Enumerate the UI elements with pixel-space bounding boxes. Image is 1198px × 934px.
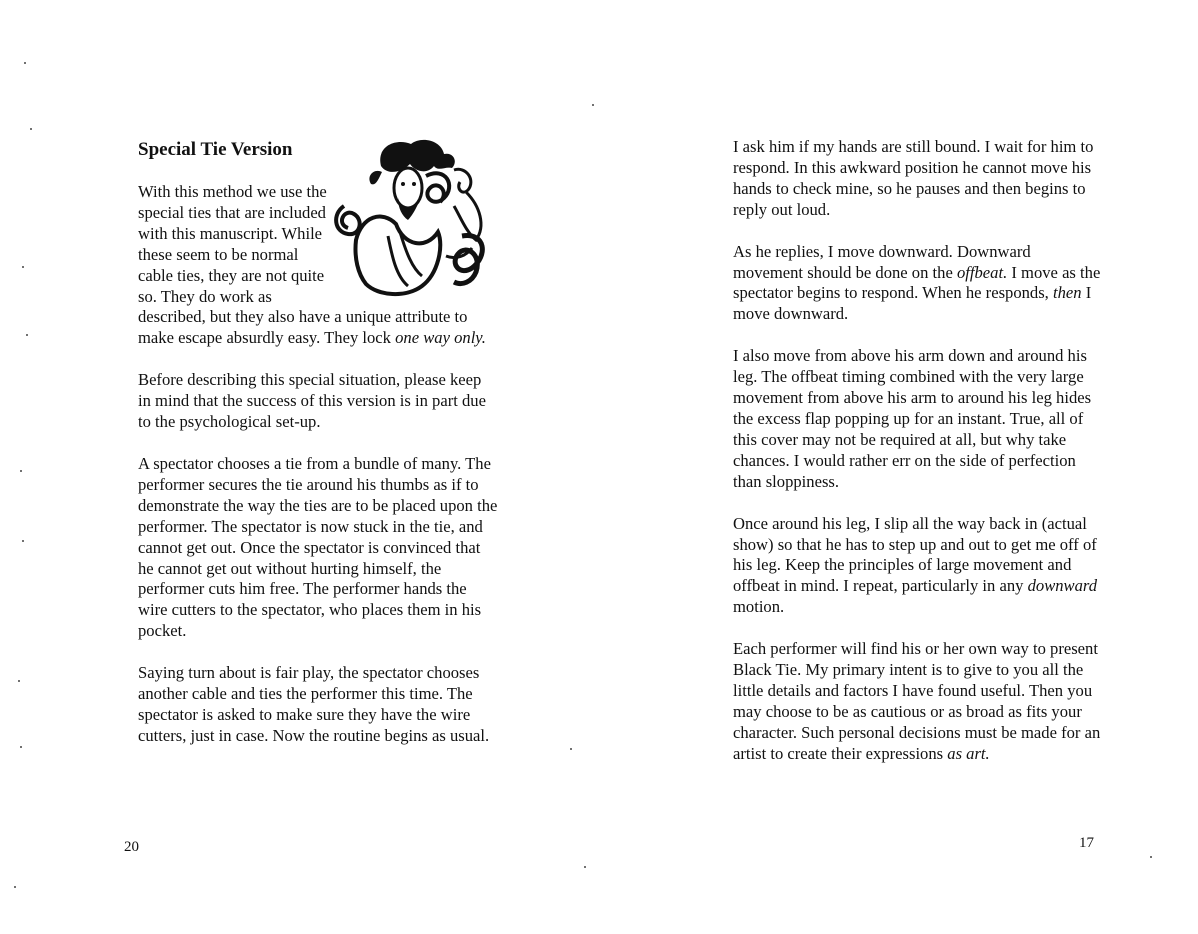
paragraph-intro-text: described, but they also have a unique attribute to make escape absurdly easy. They lock xyxy=(138,307,468,348)
scan-speck xyxy=(18,680,20,682)
paragraph-around-leg-text-a: Once around his leg, I slip all the way back in (actual show) so that he has to step up and out to get me off of his leg. Keep the principles of large movement and offbeat in mind. I repeat, particularly in any xyxy=(733,513,1097,596)
emphasis-one-way-only: one way only. xyxy=(395,328,486,348)
scan-speck xyxy=(24,62,26,64)
right-page xyxy=(599,0,1198,934)
scan-speck xyxy=(570,748,572,750)
paragraph-intro-wrap: With this method we use the special ties that are included with this manuscript. While these seem to be normal cable ties, they are not quite so. They do work as xyxy=(138,182,327,306)
scan-speck xyxy=(1150,856,1152,858)
left-text-column xyxy=(138,182,498,768)
paragraph-spectator-chooses: A spectator chooses a tie from a bundle of many. The performer secures the tie around his thumbs as if to demonstrate the way the ties are to be placed upon the performer. The spectator is now stuck in the tie, and cannot get out. Once the spectator is convinced that he cannot get out without hurting himself, the performer cuts him free. The performer hands the wire cutters to the spectator, who places them in his pocket. xyxy=(138,453,498,641)
scan-speck xyxy=(22,540,24,542)
paragraph-psychology: Before describing this special situation, please keep in mind that the success of this version is in part due to the psychological set-up. xyxy=(138,370,486,432)
paragraph-fair-play: Saying turn about is fair play, the spectator chooses another cable and ties the performer this time. The spectator is asked to make sure they have the wire cutters, just in case. Now the routine begins as usual. xyxy=(138,663,490,745)
emphasis-downward: downward xyxy=(1027,576,1098,596)
paragraph-downward-text-a: As he replies, I move downward. Downward movement should be done on the xyxy=(733,241,1031,282)
paragraph-intro-continued xyxy=(138,307,498,349)
scan-speck xyxy=(20,470,22,472)
paragraph-each-performer-text: Each performer will find his or her own way to present Black Tie. My primary intent is to give to you all the little details and factors I have found useful. Then you may choose to be as cautious or as broad as fits your character. Such personal decisions must be made for an artist to create their expressions xyxy=(733,639,1101,763)
emphasis-offbeat: offbeat. xyxy=(956,262,1008,282)
paragraph-downward xyxy=(733,242,1103,326)
paragraph-each-performer xyxy=(733,639,1103,764)
scan-speck xyxy=(22,266,24,268)
paragraph-downward-text-b: I move as the spectator begins to respond. When he responds, xyxy=(733,262,1101,303)
emphasis-then: then xyxy=(1052,283,1082,303)
page-number-left: 20 xyxy=(124,839,139,855)
emphasis-as-art: as art. xyxy=(947,743,990,763)
right-text-column xyxy=(733,137,1103,786)
scan-speck xyxy=(14,886,16,888)
paragraph-downward-text-c: I move downward. xyxy=(733,283,1092,324)
scan-speck xyxy=(30,128,32,130)
paragraph-around-leg-text-b: motion. xyxy=(733,597,785,617)
page-number-right: 17 xyxy=(1079,835,1094,851)
section-heading: Special Tie Version xyxy=(138,139,293,160)
paragraph-around-leg xyxy=(733,514,1103,619)
paragraph-arm-leg: I also move from above his arm down and around his leg. The offbeat timing combined with the very large movement from above his arm to around his leg hides the excess flap popping up for an instant. True, all of this cover may not be required at all, but why take chances. I would rather err on the side of perfection than sloppiness. xyxy=(733,346,1092,491)
scan-speck xyxy=(592,104,594,106)
scan-speck xyxy=(20,746,22,748)
scan-speck xyxy=(584,866,586,868)
scan-speck xyxy=(26,334,28,336)
paragraph-hands-bound: I ask him if my hands are still bound. I wait for him to respond. In this awkward position he cannot move his hands to check mine, so he pauses and then begins to reply out loud. xyxy=(733,137,1094,219)
